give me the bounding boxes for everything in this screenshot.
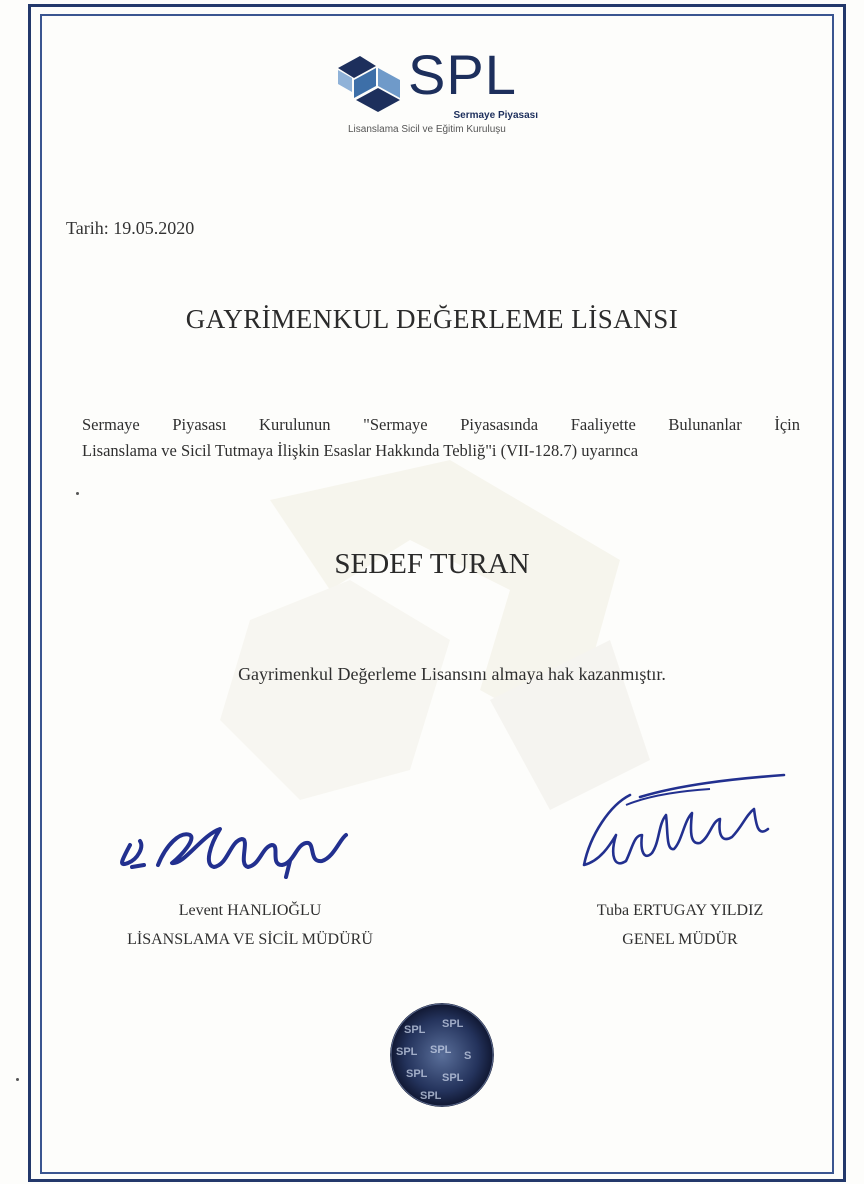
signatory-left <box>80 896 420 954</box>
signatory-left-name: Levent HANLIOĞLU <box>178 902 322 919</box>
legal-paragraph-line1: Sermaye Piyasası Kurulunun "Sermaye Piyasasında Faaliyette Bulunanlar İçin <box>82 415 800 434</box>
signatory-right-name: Tuba ERTUGAY YILDIZ <box>596 902 764 919</box>
svg-text:SPL: SPL <box>404 1024 426 1036</box>
spl-watermark <box>150 440 670 820</box>
speck <box>76 492 79 495</box>
svg-text:S: S <box>464 1050 472 1062</box>
signatory-right <box>540 896 820 954</box>
issue-date: Tarih: 19.05.2020 <box>66 218 195 238</box>
svg-text:SPL: SPL <box>406 1068 428 1080</box>
award-statement: Gayrimenkul Değerleme Lisansını almaya hak kazanmıştır. <box>238 664 666 684</box>
svg-text:SPL: SPL <box>442 1072 464 1084</box>
spl-logo-mark-icon <box>330 46 410 116</box>
legal-paragraph <box>82 412 800 464</box>
legal-paragraph-line2: Lisanslama ve Sicil Tutmaya İlişkin Esaslar Hakkında Tebliğ"i (VII-128.7) uyarınca <box>82 441 639 460</box>
logo-subtitle: Lisanslama Sicil ve Eğitim Kuruluşu <box>348 124 506 135</box>
logo-subtitle-bold: Sermaye Piyasası <box>453 110 538 121</box>
svg-text:SPL: SPL <box>420 1090 442 1102</box>
svg-text:SPL: SPL <box>430 1044 452 1056</box>
signatory-left-role: LİSANSLAMA VE SİCİL MÜDÜRÜ <box>127 931 373 948</box>
svg-text:SPL: SPL <box>396 1046 418 1058</box>
recipient-name: SEDEF TURAN <box>334 548 530 580</box>
hologram-seal-icon <box>390 1003 494 1107</box>
speck <box>16 1078 19 1081</box>
logo-brand: SPL <box>408 43 517 106</box>
signatory-right-role: GENEL MÜDÜR <box>622 931 738 948</box>
spl-logo <box>330 42 560 142</box>
certificate-title: GAYRİMENKUL DEĞERLEME LİSANSI <box>185 304 679 334</box>
signature-left <box>110 805 380 895</box>
signature-right <box>570 765 790 885</box>
svg-text:SPL: SPL <box>442 1018 464 1030</box>
